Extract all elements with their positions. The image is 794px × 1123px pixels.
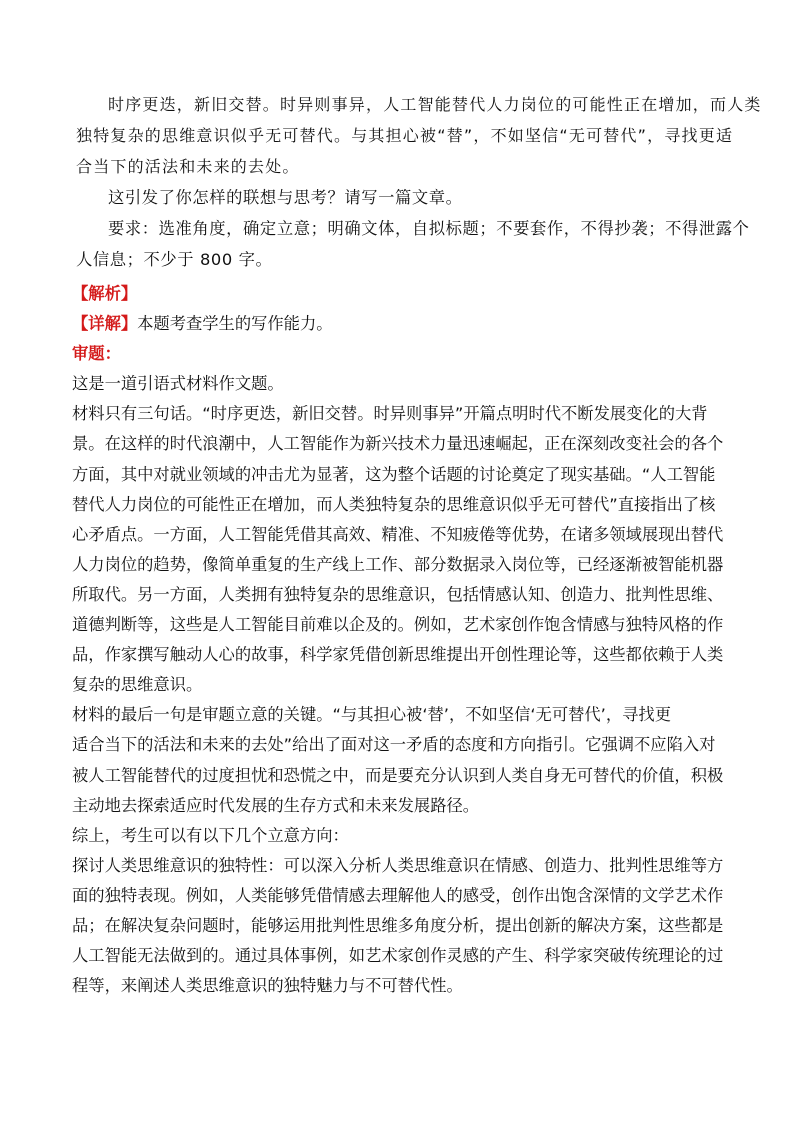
analysis-line: 被人工智能替代的过度担忧和恐慌之中，而是要充分认识到人类自身无可替代的价值，积极 <box>72 765 724 785</box>
analysis-line: 方面，其中对就业领域的冲击尤为显著，这为整个话题的讨论奠定了现实基础。“人工智能 <box>72 464 716 484</box>
analysis-line: 道德判断等，这些是人工智能目前难以企及的。例如，艺术家创作饱含情感与独特风格的作 <box>72 615 724 635</box>
analysis-line: 人力岗位的趋势，像简单重复的生产线上工作、部分数据录入岗位等，已经逐渐被智能机器 <box>72 554 724 574</box>
analysis-line: 材料只有三句话。“时序更迭，新旧交替。时异则事异”开篇点明时代不断发展变化的大背 <box>72 404 708 424</box>
prompt-requirement: 要求：选准角度，确定立意；明确文体，自拟标题；不要套作，不得抄袭；不得泄露个 <box>108 219 750 238</box>
analysis-line: 复杂的思维意识。 <box>72 675 203 695</box>
detail-text: 本题考查学生的写作能力。 <box>137 314 333 334</box>
analysis-line: 品；在解决复杂问题时，能够运用批判性思维多角度分析，提出创新的解决方案，这些都是 <box>72 915 724 935</box>
prompt-line: 独特复杂的思维意识似乎无可替代。与其担心被“替”，不如坚信“无可替代”，寻找更适 <box>76 126 734 145</box>
essay-prompt <box>76 89 762 275</box>
analysis-line: 探讨人类思维意识的独特性：可以深入分析人类思维意识在情感、创造力、批判性思维等方 <box>72 855 724 875</box>
analysis-line: 材料的最后一句是审题立意的关键。“与其担心被‘替’，不如坚信‘无可替代’，寻找更 <box>72 705 671 725</box>
analysis-line: 替代人力岗位的可能性正在增加，而人类独特复杂的思维意识似乎无可替代”直接指出了核 <box>72 494 716 514</box>
prompt-requirement: 人信息；不少于 800 字。 <box>76 250 273 269</box>
analysis-body <box>72 369 722 1001</box>
analysis-line: 人工智能无法做到的。通过具体事例，如艺术家创作灵感的产生、科学家突破传统理论的过 <box>72 946 724 966</box>
detail-line <box>72 309 722 339</box>
prompt-question: 这引发了你怎样的联想与思考？请写一篇文章。 <box>108 188 463 207</box>
analysis-line: 品，作家撰写触动人心的故事，科学家凭借创新思维提出开创性理论等，这些都依赖于人类 <box>72 645 724 665</box>
prompt-line: 时序更迭，新旧交替。时异则事异，人工智能替代人力岗位的可能性正在增加，而人类 <box>108 95 762 114</box>
analysis-line: 这是一道引语式材料作文题。 <box>72 374 284 394</box>
analysis-line: 面的独特表现。例如，人类能够凭借情感去理解他人的感受，创作出饱含深情的文学艺术作 <box>72 885 724 905</box>
prompt-line: 合当下的活法和未来的去处。 <box>76 157 300 176</box>
analysis-line: 适合当下的活法和未来的去处”给出了面对这一矛盾的态度和方向指引。它强调不应陷入对 <box>72 735 716 755</box>
analysis-line: 景。在这样的时代浪潮中，人工智能作为新兴技术力量迅速崛起，正在深刻改变社会的各个 <box>72 434 724 454</box>
review-label: 审题： <box>72 344 121 364</box>
detail-tag: 【详解】 <box>72 314 138 334</box>
analysis-line: 主动地去探索适应时代发展的生存方式和未来发展路径。 <box>72 795 480 815</box>
analysis-line: 所取代。另一方面，人类拥有独特复杂的思维意识，包括情感认知、创造力、批判性思维、 <box>72 584 724 604</box>
analysis-line: 程等，来阐述人类思维意识的独特魅力与不可替代性。 <box>72 976 463 996</box>
analysis-header: 【解析】 <box>72 284 138 303</box>
analysis-line: 心矛盾点。一方面，人工智能凭借其高效、精准、不知疲倦等优势，在诸多领域展现出替代 <box>72 524 724 544</box>
analysis-line: 综上，考生可以有以下几个立意方向： <box>72 825 349 845</box>
analysis-section <box>72 279 722 1001</box>
